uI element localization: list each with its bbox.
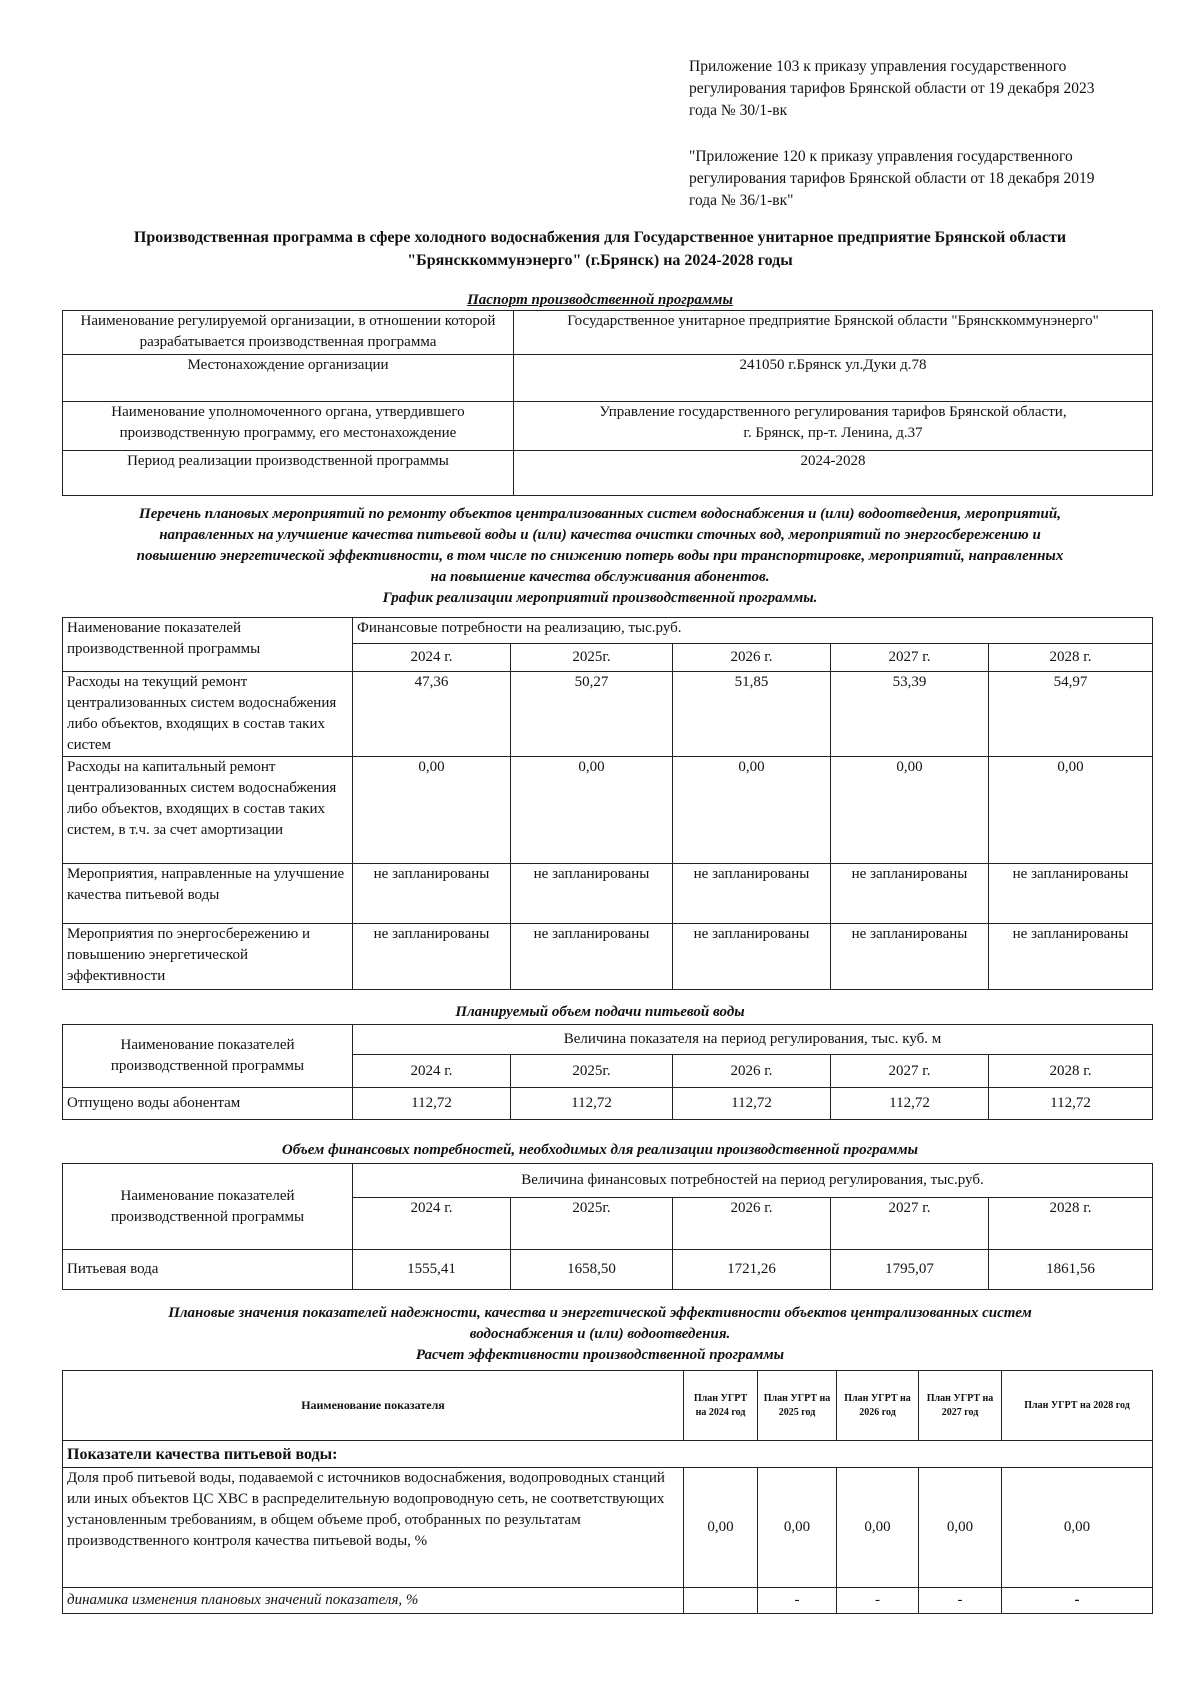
measures-header-row — [63, 618, 1153, 644]
document-title — [70, 226, 1130, 272]
measures-row-name: Расходы на капитальный ремонт централизованных систем водоснабжения либо объектов, входящих в состав таких систем, в т.ч. за счет амортизации — [63, 757, 353, 864]
passport-row — [63, 311, 1153, 355]
passport-label: Наименование регулируемой организации, в отношении которой разрабатывается производственная программа — [63, 311, 514, 355]
passport-value: 2024-2028 — [514, 451, 1153, 496]
passport-row — [63, 451, 1153, 496]
caption-line: Перечень плановых мероприятий по ремонту объектов централизованных систем водоснабжения и (или) водоотведения, мероприятий, — [139, 506, 1061, 522]
year-header: 2024 г. — [353, 1198, 511, 1250]
passport-label: Период реализации производственной программы — [63, 451, 514, 496]
measures-value: не запланированы — [673, 864, 831, 924]
indicator-value: 0,00 — [837, 1468, 919, 1588]
indicators-header-row — [63, 1371, 1153, 1441]
finance-value: 1555,41 — [353, 1250, 511, 1290]
indicator-value: 0,00 — [684, 1468, 758, 1588]
indicators-dyn-row — [63, 1588, 1153, 1614]
measures-value: 54,97 — [989, 672, 1153, 757]
plan-header: План УГРТ на 2027 год — [919, 1371, 1002, 1441]
passport-value-line: Управление государственного регулирования тарифов Брянской области, — [599, 404, 1067, 420]
measures-row-name: Расходы на текущий ремонт централизованных систем водоснабжения либо объектов, входящих в состав таких систем — [63, 672, 353, 757]
appendix-line: года № 30/1-вк — [689, 102, 788, 119]
finance-value: 1795,07 — [831, 1250, 989, 1290]
year-header: 2025г. — [511, 1198, 673, 1250]
passport-row — [63, 402, 1153, 451]
measures-row-name: Мероприятия, направленные на улучшение качества питьевой воды — [63, 864, 353, 924]
measures-value: 47,36 — [353, 672, 511, 757]
dyn-value: - — [919, 1588, 1002, 1614]
indicators-row — [63, 1468, 1153, 1588]
appendix-note-2 — [689, 146, 1159, 212]
measures-row — [63, 757, 1153, 864]
measures-value: не запланированы — [989, 864, 1153, 924]
passport-value — [514, 402, 1153, 451]
measures-row — [63, 864, 1153, 924]
measures-value: 0,00 — [511, 757, 673, 864]
finance-value: 1658,50 — [511, 1250, 673, 1290]
passport-table — [62, 310, 1153, 496]
volume-value: 112,72 — [831, 1088, 989, 1120]
year-header: 2026 г. — [673, 1198, 831, 1250]
measures-value: не запланированы — [511, 864, 673, 924]
passport-caption: Паспорт производственной программы — [467, 292, 733, 308]
volume-row — [63, 1088, 1153, 1120]
finance-header-group: Величина финансовых потребностей на период регулирования, тыс.руб. — [353, 1164, 1153, 1198]
finance-row — [63, 1250, 1153, 1290]
measures-value: 53,39 — [831, 672, 989, 757]
volume-value: 112,72 — [673, 1088, 831, 1120]
finance-header-row — [63, 1164, 1153, 1198]
volume-row-name: Отпущено воды абонентам — [63, 1088, 353, 1120]
measures-value: не запланированы — [353, 924, 511, 990]
indicators-dyn-name: динамика изменения плановых значений показателя, % — [63, 1588, 684, 1614]
plan-header: План УГРТ на 2026 год — [837, 1371, 919, 1441]
appendix-line: года № 36/1-вк" — [689, 192, 794, 209]
year-header: 2025г. — [511, 644, 673, 672]
year-header: 2028 г. — [989, 644, 1153, 672]
volume-value: 112,72 — [989, 1088, 1153, 1120]
finance-header-name: Наименование показателей производственной программы — [63, 1164, 353, 1250]
indicators-header-name: Наименование показателя — [63, 1371, 684, 1441]
measures-value: 0,00 — [989, 757, 1153, 864]
appendix-line: Приложение 103 к приказу управления государственного — [689, 58, 1067, 75]
indicators-caption — [40, 1303, 1160, 1366]
measures-value: 0,00 — [673, 757, 831, 864]
caption-line: Расчет эффективности производственной программы — [415, 1347, 785, 1363]
measures-header-name: Наименование показателей производственной программы — [63, 618, 353, 672]
measures-row — [63, 924, 1153, 990]
year-header: 2026 г. — [673, 644, 831, 672]
caption-line: направленных на улучшение качества питьевой воды и (или) качества очистки сточных вод, мероприятий по энергосбережению и — [159, 527, 1041, 543]
appendix-line: регулирования тарифов Брянской области от 19 декабря 2023 — [689, 80, 1095, 97]
measures-header-group: Финансовые потребности на реализацию, тыс.руб. — [353, 618, 1153, 644]
passport-row — [63, 355, 1153, 402]
finance-value: 1861,56 — [989, 1250, 1153, 1290]
measures-value: 50,27 — [511, 672, 673, 757]
year-header: 2024 г. — [353, 644, 511, 672]
measures-row-name: Мероприятия по энергосбережению и повышению энергетической эффективности — [63, 924, 353, 990]
measures-value: 0,00 — [353, 757, 511, 864]
volume-header-name: Наименование показателей производственной программы — [63, 1025, 353, 1088]
indicator-value: 0,00 — [1002, 1468, 1153, 1588]
passport-value: 241050 г.Брянск ул.Дуки д.78 — [514, 355, 1153, 402]
caption-line: График реализации мероприятий производственной программы. — [382, 590, 818, 606]
year-header: 2027 г. — [831, 644, 989, 672]
year-header: 2028 г. — [989, 1198, 1153, 1250]
volume-header-row — [63, 1025, 1153, 1055]
caption-line: повышению энергетической эффективности, в том числе по снижению потерь воды при транспортировке, мероприятий, направленных — [136, 548, 1064, 564]
passport-value: Государственное унитарное предприятие Брянской области "Брянсккоммунэнерго" — [514, 311, 1153, 355]
volume-table — [62, 1024, 1153, 1120]
dyn-value — [684, 1588, 758, 1614]
indicator-value: 0,00 — [919, 1468, 1002, 1588]
year-header: 2026 г. — [673, 1055, 831, 1088]
indicator-value: 0,00 — [758, 1468, 837, 1588]
year-header: 2027 г. — [831, 1055, 989, 1088]
volume-value: 112,72 — [511, 1088, 673, 1120]
measures-value: не запланированы — [511, 924, 673, 990]
measures-value: 0,00 — [831, 757, 989, 864]
measures-value: 51,85 — [673, 672, 831, 757]
plan-header: План УГРТ на 2028 год — [1002, 1371, 1153, 1441]
dyn-value: - — [837, 1588, 919, 1614]
caption-line: Плановые значения показателей надежности, качества и энергетической эффективности объектов централизованных систем — [168, 1305, 1032, 1321]
dyn-value: - — [1002, 1588, 1153, 1614]
year-header: 2025г. — [511, 1055, 673, 1088]
volume-caption: Планируемый объем подачи питьевой воды — [455, 1004, 745, 1020]
measures-table — [62, 617, 1153, 990]
appendix-line: "Приложение 120 к приказу управления государственного — [689, 148, 1073, 165]
volume-header-group: Величина показателя на период регулирования, тыс. куб. м — [353, 1025, 1153, 1055]
measures-row — [63, 672, 1153, 757]
appendix-note-1 — [689, 56, 1159, 122]
indicators-section-row — [63, 1441, 1153, 1468]
caption-line: на повышение качества обслуживания абонентов. — [430, 569, 770, 585]
appendix-line: регулирования тарифов Брянской области от 18 декабря 2019 — [689, 170, 1095, 187]
measures-value: не запланированы — [831, 924, 989, 990]
volume-value: 112,72 — [353, 1088, 511, 1120]
measures-value: не запланированы — [831, 864, 989, 924]
year-header: 2024 г. — [353, 1055, 511, 1088]
indicators-row-name: Доля проб питьевой воды, подаваемой с источников водоснабжения, водопроводных станций или иных объектов ЦС ХВС в распределительную водопроводную сеть, не соответствующих установленным требованиям, в общем объеме проб, отобранных по результатам производственного контроля качества питьевой воды, % — [63, 1468, 684, 1588]
finance-row-name: Питьевая вода — [63, 1250, 353, 1290]
measures-value: не запланированы — [673, 924, 831, 990]
caption-line: водоснабжения и (или) водоотведения. — [469, 1326, 731, 1342]
year-header: 2028 г. — [989, 1055, 1153, 1088]
title-line: Производственная программа в сфере холодного водоснабжения для Государственное унитарное предприятие Брянской области — [133, 229, 1067, 246]
indicators-table — [62, 1370, 1153, 1614]
title-line: "Брянсккоммунэнерго" (г.Брянск) на 2024-2028 годы — [407, 252, 793, 269]
passport-label: Местонахождение организации — [63, 355, 514, 402]
measures-caption — [40, 504, 1160, 609]
measures-value: не запланированы — [353, 864, 511, 924]
passport-label: Наименование уполномоченного органа, утвердившего производственную программу, его местонахождение — [63, 402, 514, 451]
passport-value-line: г. Брянск, пр-т. Ленина, д.37 — [743, 425, 923, 441]
indicators-section: Показатели качества питьевой воды: — [63, 1441, 1153, 1468]
plan-header: План УГРТ на 2024 год — [684, 1371, 758, 1441]
finance-value: 1721,26 — [673, 1250, 831, 1290]
finance-table — [62, 1163, 1153, 1290]
dyn-value: - — [758, 1588, 837, 1614]
plan-header: План УГРТ на 2025 год — [758, 1371, 837, 1441]
finance-caption: Объем финансовых потребностей, необходимых для реализации производственной программы — [281, 1142, 919, 1158]
measures-value: не запланированы — [989, 924, 1153, 990]
year-header: 2027 г. — [831, 1198, 989, 1250]
